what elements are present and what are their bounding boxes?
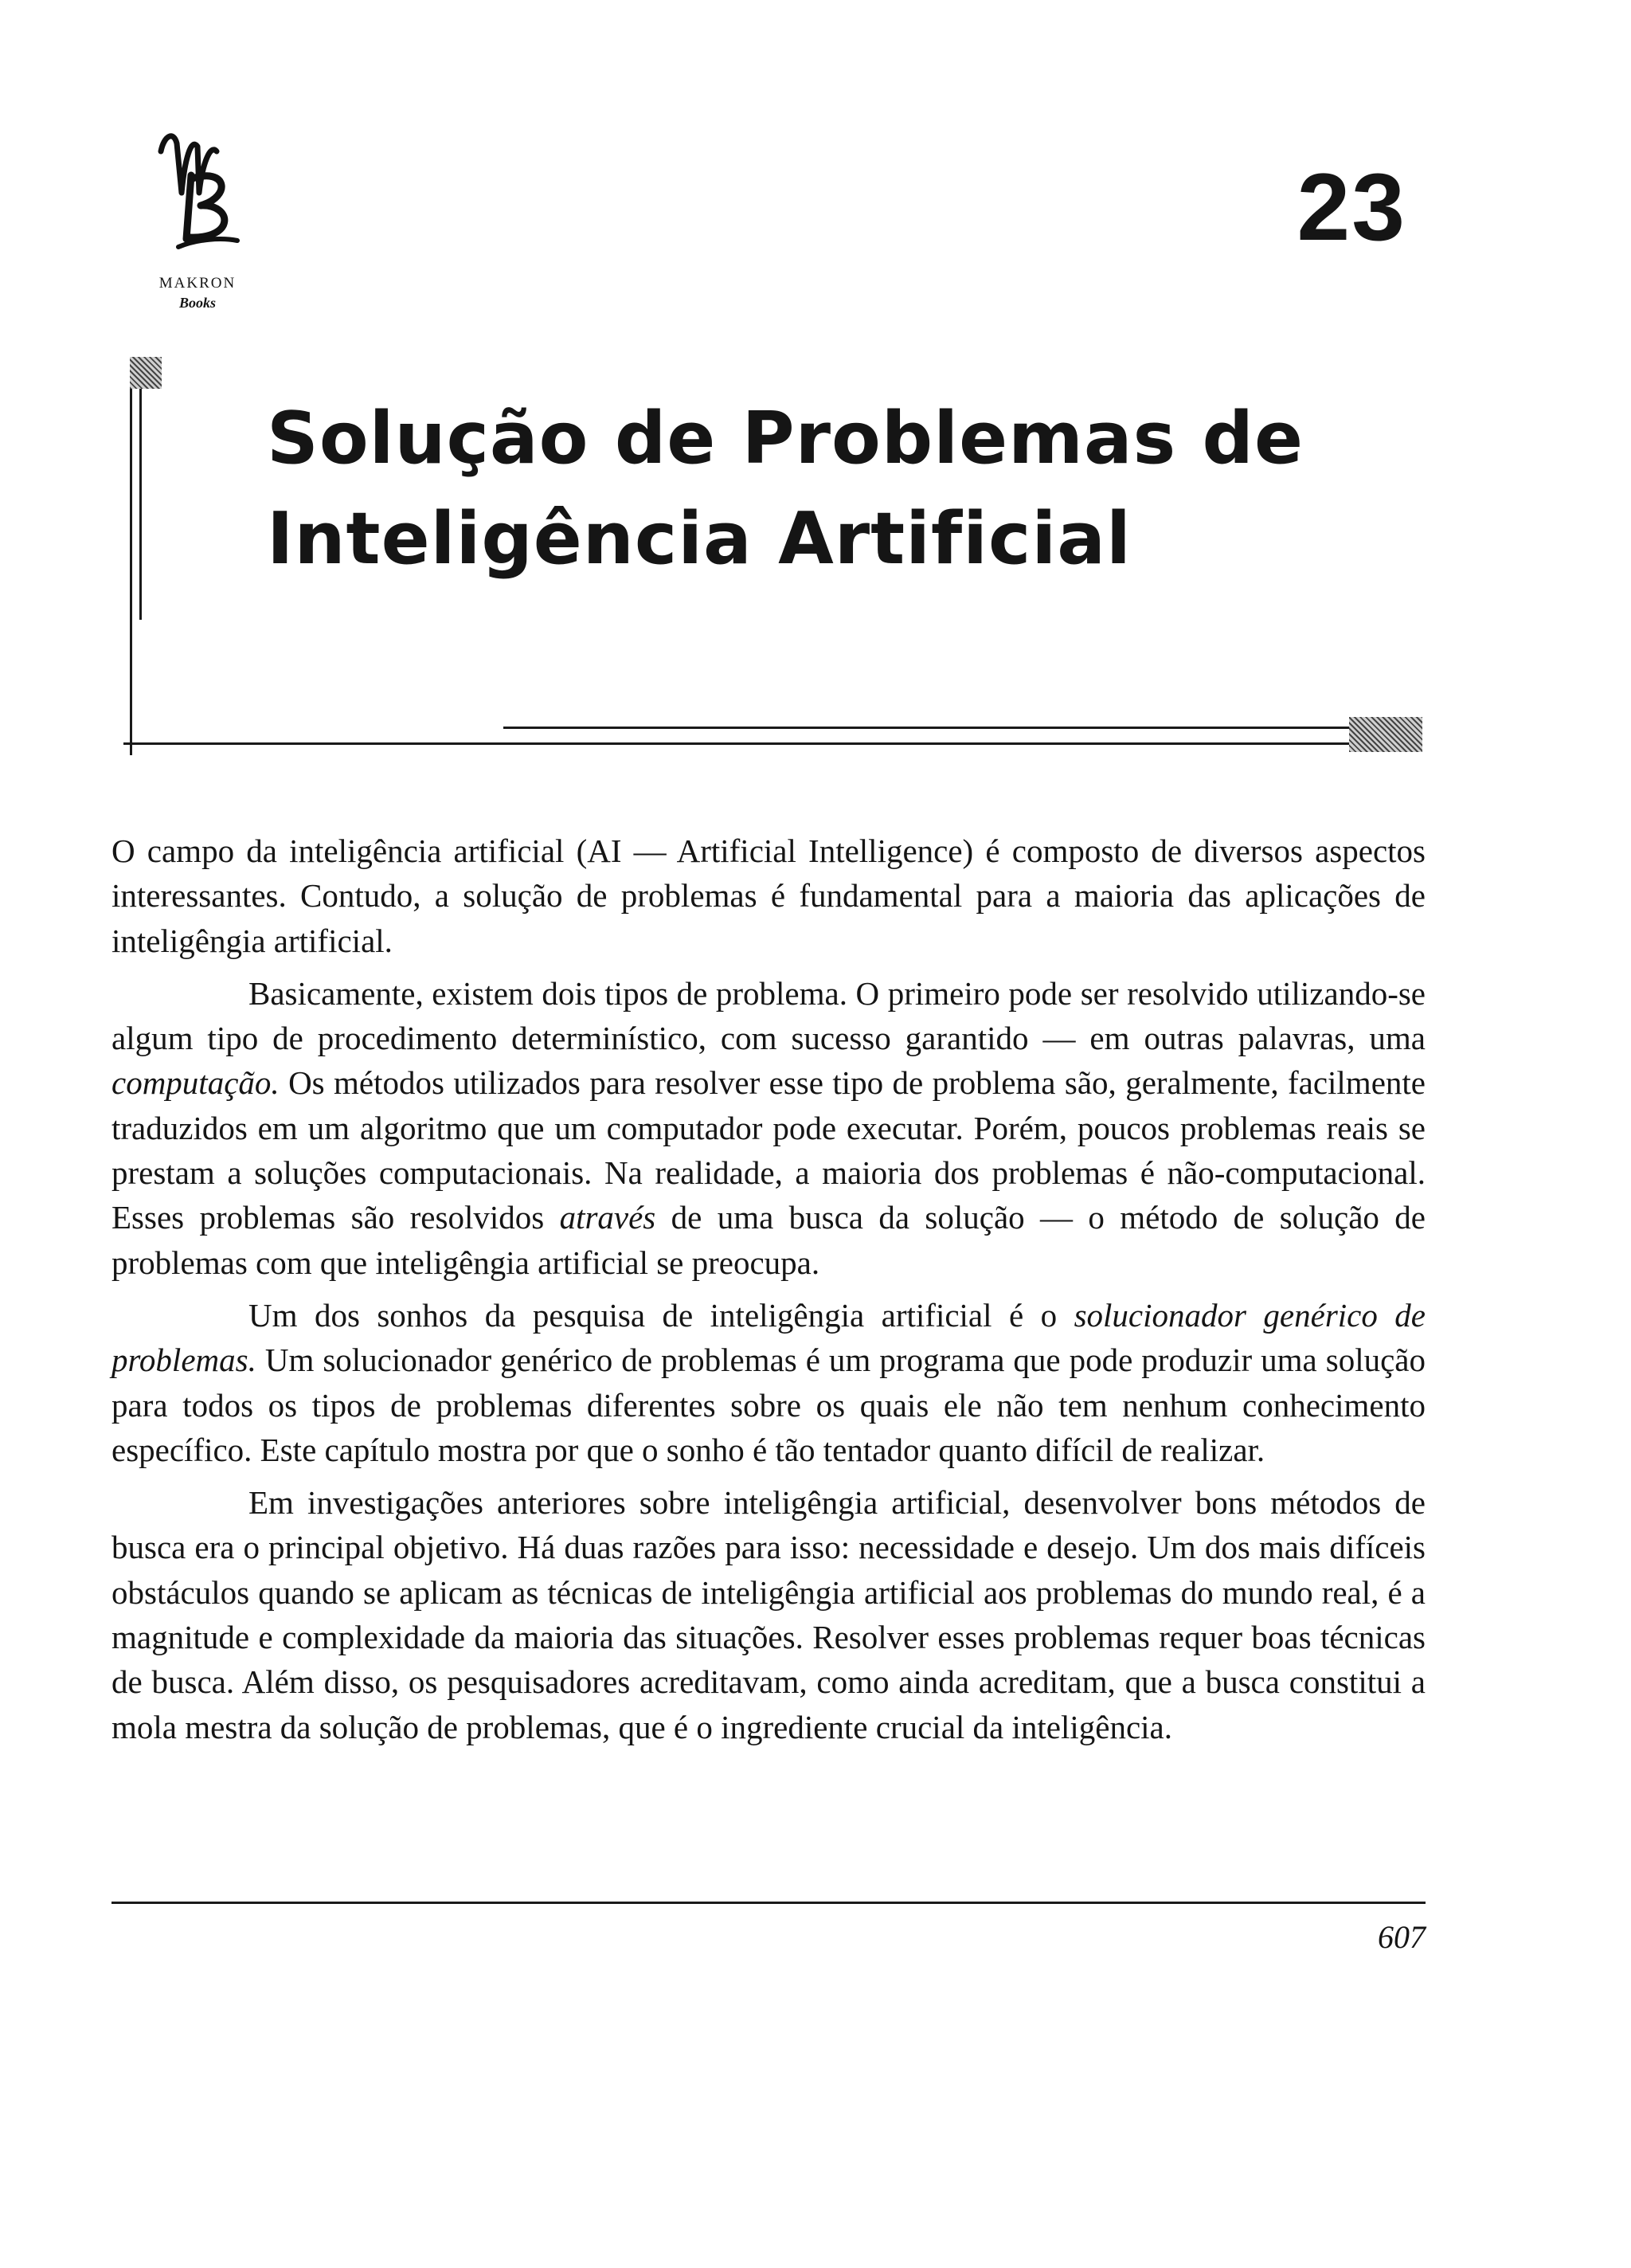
- frame-left-rule-outer: [130, 389, 132, 755]
- frame-corner-shade-bottom: [1349, 717, 1422, 752]
- footer-rule: [111, 1902, 1426, 1904]
- chapter-title: [267, 389, 1445, 590]
- emphasis-atraves: através: [559, 1199, 656, 1236]
- paragraph-4: Em investigações anteriores sobre inteligêngia artificial, desenvolver bons métodos de busca era o principal objetivo. Há duas razões para isso: necessidade e desejo. Um dos mais difíceis obstáculos quando se aplicam as técnicas de inteligêngia artificial aos problemas do mundo real, é a magnitude e complexidade da maioria das situações. Resolver esses problemas requer boas técnicas de busca. Além disso, os pesquisadores acreditavam, como ainda acreditam, que a busca constitui a mola mestra da solução de problemas, que é o ingrediente crucial da inteligência.: [111, 1484, 1426, 1745]
- publisher-logo-mark: [150, 119, 245, 271]
- publisher-name: MAKRON: [158, 275, 237, 292]
- emphasis-solucionador: solucionador genérico de problemas.: [111, 1296, 1426, 1379]
- frame-bottom-rule-upper: [503, 727, 1349, 729]
- publisher-logo: [150, 119, 245, 331]
- page-number: 607: [1378, 1919, 1426, 1955]
- frame-corner-shade-top: [130, 357, 162, 389]
- frame-left-rule-inner: [139, 389, 142, 620]
- chapter-title-line-2: Inteligência Artificial: [267, 497, 1132, 581]
- paragraph-2: Basicamente, existem dois tipos de problema. O primeiro pode ser resolvido utilizando-se algum tipo de procedimento determinístico, com sucesso garantido — em outras palavras, uma computação. Os métodos utilizados para resolver esse tipo de problema são, geralmente, facilmente traduzidos em um algoritmo que um computador pode executar. Porém, poucos problemas reais se prestam a soluções computacionais. Na realidade, a maioria dos problemas é não-computacional. Esses problemas são resolvidos através de uma busca da solução — o método de solução de problemas com que inteligêngia artificial se preocupa.: [111, 974, 1426, 1281]
- paragraph-3: Um dos sonhos da pesquisa de inteligêngia artificial é o solucionador genérico de problemas. Um solucionador genérico de problemas é um programa que pode produzir uma solução para todos os tipos de problemas diferentes sobre os quais ele não tem nenhum conhecimento específico. Este capítulo mostra por que o sonho é tão tentador quanto difícil de realizar.: [111, 1296, 1426, 1468]
- emphasis-computacao: computação.: [111, 1064, 280, 1102]
- chapter-title-line-1: Solução de Problemas de: [267, 397, 1304, 480]
- body-text: [111, 828, 1426, 1757]
- paragraph-1: O campo da inteligência artificial (AI — Artificial Intelligence) é composto de diversos aspectos interessantes. Contudo, a solução de problemas é fundamental para a maioria das aplicações de inteligêngia artificial.: [111, 832, 1426, 959]
- chapter-number: 23: [1297, 154, 1406, 260]
- publisher-subname: Books: [178, 295, 216, 311]
- frame-bottom-rule-lower: [123, 742, 1350, 745]
